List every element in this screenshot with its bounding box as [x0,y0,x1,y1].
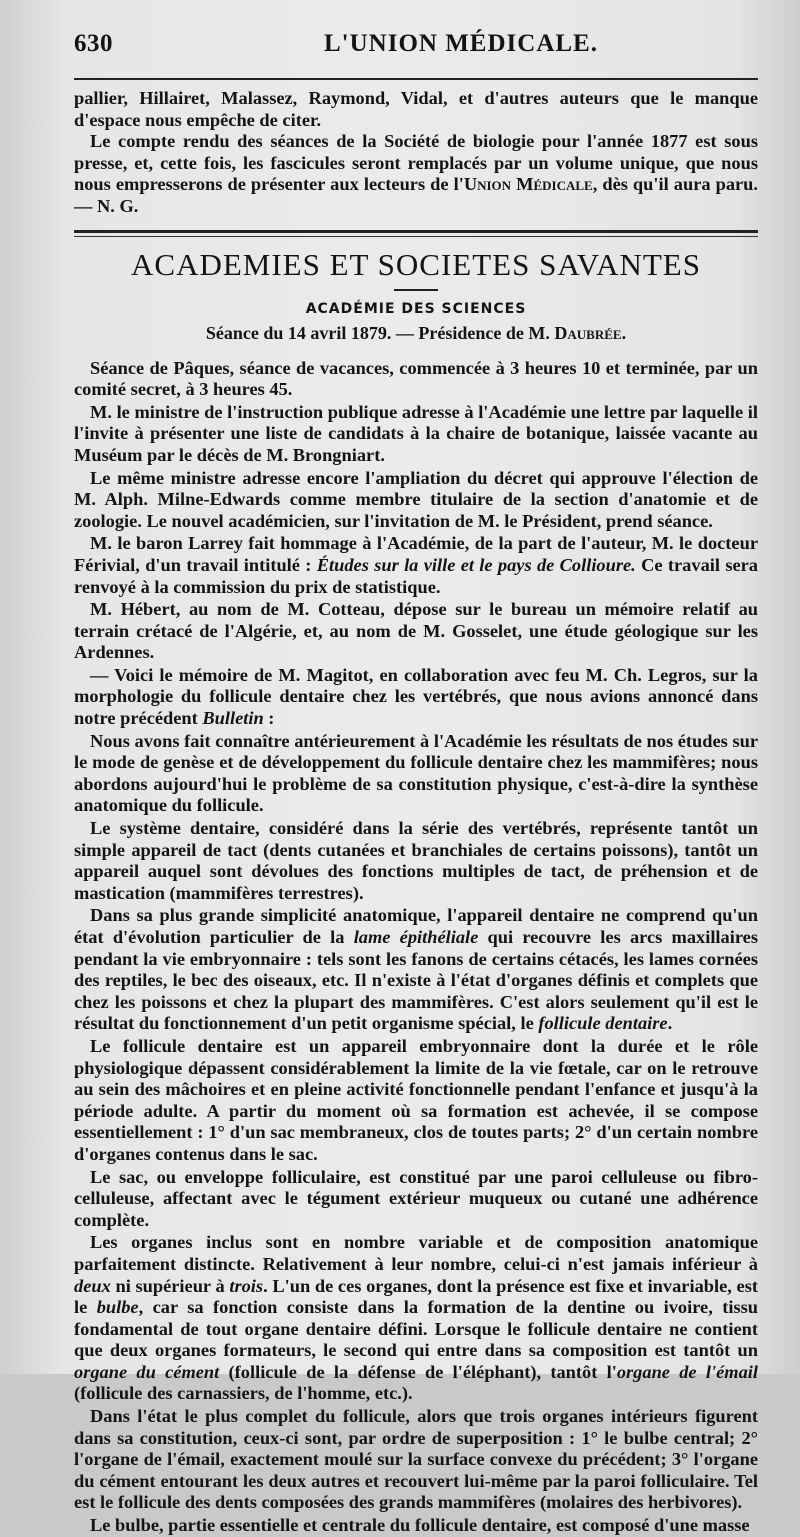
paragraph: Le système dentaire, considéré dans la série des vertébrés, représente tantôt un simple appareil de tact (dents cutanées et branchiales de certains poissons), tantôt un appareil auquel sont dévolues des fonctions multiples de tact, de préhension et de mastication (mammifères terrestres). [74,818,758,903]
term-italic: deux [74,1275,111,1296]
intro-p2-text: Le compte rendu des séances de la Société de biologie pour l'année 1877 est sous presse, et, cette fois, les fascicules seront remplacés par un volume unique, que nous nous empresserons de présenter aux lecteurs de l' [74,131,758,195]
page-number: 630 [74,30,113,57]
term-italic: bulbe [96,1297,139,1318]
section-divider [74,230,758,237]
seance-text: Séance du 14 avril 1879. — Présidence de M. [205,322,555,343]
term-italic: organe de l'émail [616,1361,758,1382]
paragraph: Nous avons fait connaître antérieurement à l'Académie les résultats de nos études sur le mode de genèse et de développement du follicule dentaire chez les mammifères; nous abordons aujourd'hui le problème de sa constitution physique, c'est-à-dire la synthèse anatomique du follicule. [74,730,758,816]
paragraph-text: M. le baron Larrey fait hommage à l'Académie, de la part de l'auteur, M. le docteur Férivial, d'un travail intitulé : [74,533,758,575]
paragraph-text: , car sa fonction consiste dans la formation de la dentine ou ivoire, tissu fondamental de tout organe dentaire défini. Lorsque le follicule dentaire ne contient que deux organes formateurs, le second qui entre dans sa composition est tantôt un [74,1297,758,1361]
intro-paragraph-1: pallier, Hillairet, Malassez, Raymond, Vidal, et d'autres auteurs que le manque d'espace nous empêche de citer. [74,88,758,130]
term-italic: trois [229,1275,264,1296]
paragraph: Le sac, ou enveloppe folliculaire, est constitué par une paroi celluleuse ou fibro-celluleuse, affectant avec le tégument extérieur muqueux ou cutané une adhérence complète. [74,1166,758,1230]
paragraph-text: ni supérieur à [110,1275,230,1296]
paragraph: Dans l'état le plus complet du follicule, alors que trois organes intérieurs figurent dans sa constitution, ceux-ci sont, par ordre de superposition : 1° le bulbe central; 2° l'organe de l'émail, exactement moulé sur la surface convexe du précédent; 3° l'organe du cément entourant les deux autres et recouvert lui-même par la paroi folliculaire. Tel est le follicule des dents composées des grands mammifères (molaires des herbivores). [74,1406,758,1513]
seance-end: . [621,322,627,343]
paragraph: Le même ministre adresse encore l'ampliation du décret qui approuve l'élection de M. Alph. Milne-Edwards comme membre titulaire de la section d'anatomie et de zoologie. Le nouvel académicien, sur l'invitation de M. le Président, prend séance. [74,467,758,531]
term-italic: organe du cément [74,1361,220,1382]
paragraph-text: : [263,708,275,729]
intro-p2-signature: , dès qu'il aura paru. — N. G. [74,174,759,216]
article-body [74,358,758,1537]
paragraph [74,665,758,730]
paragraph-text: (follicule de la défense de l'éléphant), tantôt l' [219,1361,617,1382]
work-title: Études sur la ville et le pays de Collioure. [316,554,636,575]
term-italic: follicule dentaire [538,1013,668,1034]
seance-line [74,323,758,344]
paragraph [74,1232,758,1405]
paragraph-text: Ce travail sera renvoyé à la commission du prix de statistique. [74,554,758,597]
paragraph-text: . [667,1013,673,1034]
paragraph-text: . L'un de ces organes, dont la présence est fixe et invariable, est le [74,1275,758,1318]
paragraph-text: qui recouvre les arcs maxillaires pendant la vie embryonnaire : tels sont les fanons de certains cétacés, les lames cornées des reptiles, le bec des oiseaux, etc. Il n'existe à l'état d'organes définis et complets que chez les poissons et chez la plupart des mammifères. C'est alors seulement qu'il est le résultat du fonctionnement d'un petit organisme spécial, le [74,927,758,1034]
intro-p2-journal: Union Médicale [463,174,593,195]
paragraph-text: Les organes inclus sont en nombre variable et de composition anatomique parfaitement distincte. Relativement à leur nombre, celui-ci n'est jamais inférieur à [74,1232,758,1274]
paragraph: M. le ministre de l'instruction publique adresse à l'Académie une lettre par laquelle il l'invite à présenter une liste de candidats à la chaire de botanique, laissée vacante au Muséum par le décès de M. Brongniart. [74,401,758,465]
term-italic: lame épithéliale [353,927,479,947]
journal-title: L'UNION MÉDICALE. [324,30,598,57]
paragraph: M. Hébert, au nom de M. Cotteau, dépose sur le bureau un mémoire relatif au terrain crétacé de l'Algérie, et, au nom de M. Gosselet, une étude géologique sur les Ardennes. [74,599,758,663]
paragraph [74,905,758,1035]
seance-president: Daubrée [554,322,622,343]
section-title: ACADEMIES ET SOCIETES SAVANTES [131,246,701,282]
paragraph-text: — Voici le mémoire de M. Magitot, en collaboration avec feu M. Ch. Legros, sur la morphologie du follicule dentaire chez les vertébrés, que nous avions annoncé dans notre précédent [74,664,758,729]
bulletin-ref: Bulletin [202,708,264,729]
paragraph-text: (follicule des carnassiers, de l'homme, etc.). [74,1383,413,1404]
title-rule [394,289,438,291]
paragraph: Le follicule dentaire est un appareil embryonnaire dont la durée et le rôle physiologique dépassent considérablement la limite de la vie fœtale, car on le retrouve au sein des mâchoires et en pleine activité fonctionnelle pendant l'enfance et jusqu'à la période adulte. A partir du moment où sa formation est achevée, il se compose essentiellement : 1° d'un sac membraneux, clos de toutes parts; 2° d'un certain nombre d'organes contenus dans le sac. [74,1035,758,1164]
intro-paragraph-2 [74,131,758,217]
subsection-title: ACADÉMIE DES SCIENCES [305,300,527,317]
paragraph: Le bulbe, partie essentielle et centrale du follicule dentaire, est composé d'une masse [90,1515,750,1536]
header-rule [74,78,758,80]
paragraph [74,533,758,598]
paragraph-text: Dans sa plus grande simplicité anatomique, l'appareil dentaire ne comprend qu'un état d'évolution particulier de la [74,905,758,947]
running-head [74,30,758,72]
paragraph: Séance de Pâques, séance de vacances, commencée à 3 heures 10 et terminée, par un comité secret, à 3 heures 45. [74,357,758,400]
